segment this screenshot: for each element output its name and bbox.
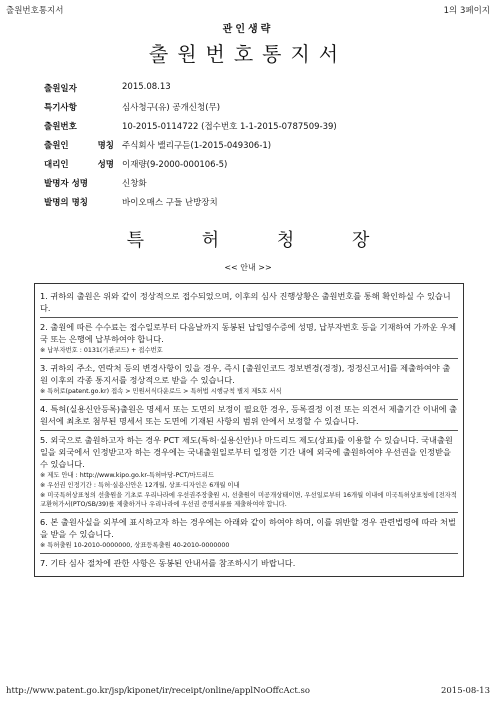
notice-footnote: ※ 납부자번호 : 0131(기관코드) + 접수번호 xyxy=(40,347,163,354)
info-value: 바이오매스 구들 난방장치 xyxy=(122,198,218,208)
seal-omitted-text: 관인생략 xyxy=(222,24,274,35)
browser-print-header xyxy=(6,4,490,16)
browser-print-footer xyxy=(6,686,490,698)
notice-footnote: ※ 특허로(patent.go.kr) 접속 > 민원서식다운로드 > 특허법 시행규칙 별지 제5호 서식 xyxy=(40,388,282,395)
info-value: 2015.08.13 xyxy=(122,82,171,92)
notice-text: 3. 귀하의 주소, 연락처 등의 변경사항이 있을 경우, 즉시 [출원인코드 정보변경(경정), 정정신고서]를 제출하여야 출원 이후의 각종 통지서를 정상적으로 받을 수 있습니다. xyxy=(40,363,451,385)
notice-text: 1. 귀하의 출원은 위와 같이 정상적으로 접수되었으며, 이후의 심사 진행상황은 출원번호를 통해 확인하실 수 있습니다. xyxy=(40,291,451,313)
document-title: 출원번호통지서 xyxy=(148,42,348,66)
notice-item xyxy=(40,287,458,318)
notice-text: 5. 외국으로 출원하고자 하는 경우 PCT 제도(특허·실용신안)나 마드리드 제도(상표)를 이용할 수 있습니다. 국내출원일을 외국에서 인정받고자 하는 경우에는 국내출원일로부터 일정한 기간 내에 외국에 출원하여야 우선권을 인정받을 수 있습니다. xyxy=(40,435,453,469)
notice-footnote: ※ 특허출원 10-2010-0000000, 상표등록출원 40-2010-0000000 xyxy=(40,542,230,549)
notice-item xyxy=(40,513,458,554)
info-row xyxy=(22,155,474,174)
notice-item xyxy=(40,431,458,513)
notice-footnote: ※ 제도 안내 : http://www.kipo.go.kr-특허마당-PCT/마드리드 xyxy=(40,472,214,479)
notice-text: 4. 특허(실용신안등록)출원은 명세서 또는 도면의 보정이 필요한 경우, 등록결정 이전 또는 의견서 제출기간 이내에 출원서에 최초로 첨부된 명세서 또는 도면에 기재된 사항의 범위 안에서 보정할 수 있습니다. xyxy=(40,404,458,426)
info-value: 주식회사 밸리구듣(1-2015-049306-1) xyxy=(122,141,272,151)
notice-item xyxy=(40,554,458,572)
info-value: 10-2015-0114722 (접수번호 1-1-2015-0787509-39) xyxy=(122,122,337,132)
notice-item xyxy=(40,318,458,359)
info-label: 출원인 명칭 xyxy=(44,141,114,151)
info-label: 출원번호 xyxy=(44,122,77,132)
notice-footnote: ※ 우선권 인정기간 : 특허·실용신안은 12개월, 상표·디자인은 6개월 이내 xyxy=(40,482,240,489)
notice-item xyxy=(40,400,458,431)
info-row xyxy=(22,193,474,212)
info-label: 특기사항 xyxy=(44,103,77,113)
info-row xyxy=(22,174,474,193)
info-label: 발명자 성명 xyxy=(44,179,89,189)
notice-text: 7. 기타 심사 절차에 관한 사항은 동봉된 안내서를 참조하시기 바랍니다. xyxy=(40,558,296,568)
info-row xyxy=(22,79,474,98)
print-date: 2015-08-13 xyxy=(440,686,490,696)
notice-text: 2. 출원에 따른 수수료는 접수일로부터 다음날까지 동봉된 납입영수증에 성명, 납부자번호 등을 기재하여 가까운 우체국 또는 은행에 납부하여야 합니다. xyxy=(40,322,456,344)
guide-heading: << 안내 >> xyxy=(224,263,272,272)
notice-document xyxy=(22,16,474,577)
notice-text: 6. 본 출원사실을 외부에 표시하고자 하는 경우에는 아래와 같이 하여야 하며, 이를 위반할 경우 관련법령에 따라 처벌을 받을 수 있습니다. xyxy=(40,517,456,539)
print-page-indicator: 1의 3페이지 xyxy=(443,6,490,16)
notice-footnote: ※ 미국특허상표청의 선출원을 기초로 우리나라에 우선권주장출원 시, 선출원이 미공개상태이면, 우선일로부터 16개월 이내에 미국특허상표청에 [전자적교환허가서(PTO/SB/39)를 제출하거나 우리나라에 우선권 증명서류를 제출하여야 합니다. xyxy=(40,492,457,508)
info-label: 발명의 명칭 xyxy=(44,198,89,208)
application-info-table xyxy=(22,79,474,212)
commissioner-title: 특 허 청 장 xyxy=(126,230,370,251)
info-label: 대리인 성명 xyxy=(44,160,114,170)
info-value: 심사청구(유) 공개신청(무) xyxy=(122,103,221,113)
print-document-title: 출원번호통지서 xyxy=(6,6,64,16)
info-row xyxy=(22,117,474,136)
info-row xyxy=(22,136,474,155)
info-value: 신창화 xyxy=(122,179,147,189)
notice-item xyxy=(40,359,458,400)
info-value: 이재량(9-2000-000106-5) xyxy=(122,160,228,170)
print-url: http://www.patent.go.kr/jsp/kiponet/ir/receipt/online/applNoOffcAct.so xyxy=(6,686,310,696)
guide-notice-box xyxy=(34,283,464,577)
info-row xyxy=(22,98,474,117)
info-label: 출원일자 xyxy=(44,84,77,94)
